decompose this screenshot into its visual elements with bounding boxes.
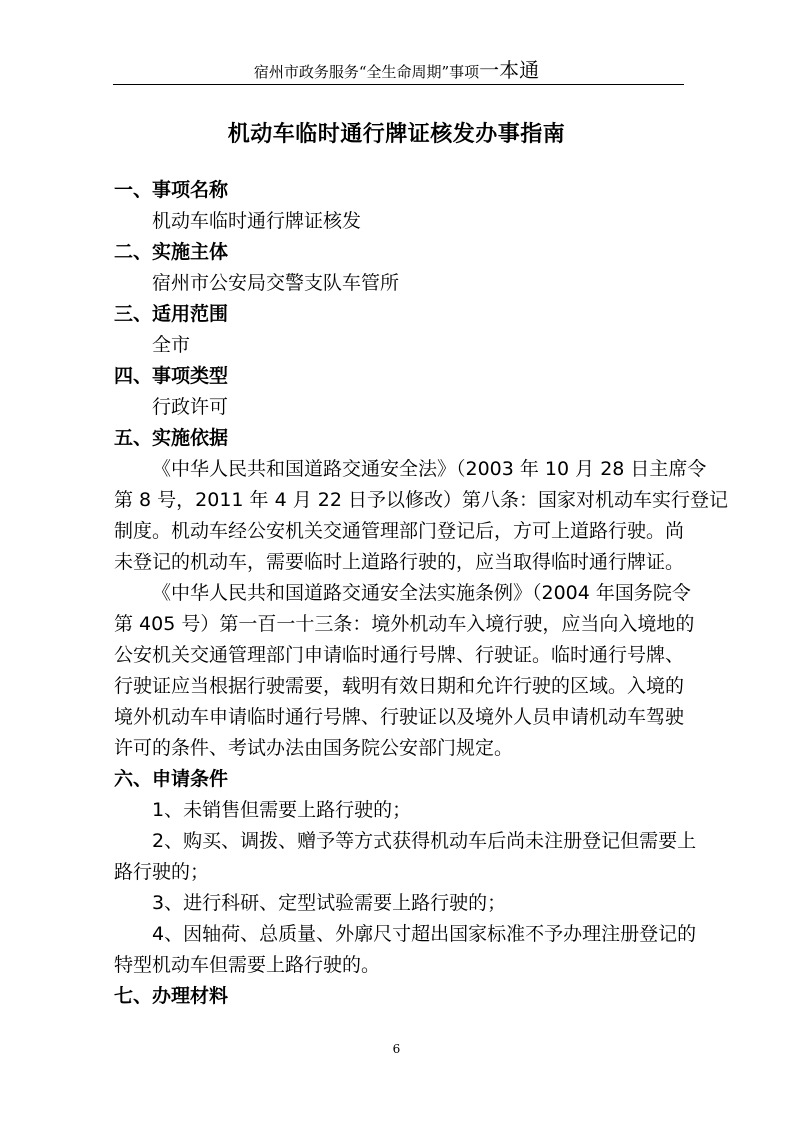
body-line: 未登记的机动车，需要临时上道路行驶的，应当取得临时通行牌证。 <box>114 551 685 573</box>
section-heading: 二、实施主体 <box>114 241 229 263</box>
body-line: 3、进行科研、定型试验需要上路行驶的； <box>152 892 507 914</box>
header-rule <box>113 84 684 85</box>
body-line: 行驶证应当根据行驶需要，载明有效日期和允许行驶的区域。入境的 <box>114 675 685 697</box>
page-number: 6 <box>392 1042 401 1056</box>
body-line: 2、购买、调拨、赠予等方式获得机动车后尚未注册登记但需要上 <box>152 830 697 852</box>
section-heading: 三、适用范围 <box>114 303 229 325</box>
document-title: 机动车临时通行牌证核发办事指南 <box>227 122 566 147</box>
section-heading: 一、事项名称 <box>114 179 229 201</box>
body-line: 1、未销售但需要上路行驶的； <box>152 799 412 821</box>
body-line: 制度。机动车经公安机关交通管理部门登记后，方可上道路行驶。尚 <box>114 520 685 542</box>
section-heading: 六、申请条件 <box>114 768 229 790</box>
body-line: 机动车临时通行牌证核发 <box>152 210 362 232</box>
section-heading: 四、事项类型 <box>114 365 229 387</box>
body-line: 许可的条件、考试办法由国务院公安部门规定。 <box>114 737 514 759</box>
body-line: 第 8 号，2011 年 4 月 22 日予以修改）第八条：国家对机动车实行登记 <box>114 489 728 511</box>
header-text: 宿州市政务服务“全生命周期”事项 <box>253 63 480 81</box>
body-line: 宿州市公安局交警支队车管所 <box>152 272 400 294</box>
body-line: 《中华人民共和国道路交通安全法》（2003 年 10 月 28 日主席令 <box>152 458 707 480</box>
section-heading: 五、实施依据 <box>114 427 229 449</box>
running-header <box>0 60 793 82</box>
body-line: 境外机动车申请临时通行号牌、行驶证以及境外人员申请机动车驾驶 <box>114 706 685 728</box>
section-heading: 七、办理材料 <box>114 985 229 1007</box>
document-body <box>114 175 728 1012</box>
header-text-large: 一本通 <box>479 58 540 82</box>
body-line: 公安机关交通管理部门申请临时通行号牌、行驶证。临时通行号牌、 <box>114 644 685 666</box>
body-line: 《中华人民共和国道路交通安全法实施条例》（2004 年国务院令 <box>152 582 691 604</box>
body-line: 特型机动车但需要上路行驶的。 <box>114 954 381 976</box>
body-line: 行政许可 <box>152 396 229 418</box>
body-line: 4、因轴荷、总质量、外廓尺寸超出国家标准不予办理注册登记的 <box>152 923 697 945</box>
body-line: 路行驶的； <box>114 861 210 883</box>
body-line: 全市 <box>152 334 191 356</box>
body-line: 第 405 号）第一百一十三条：境外机动车入境行驶，应当向入境地的 <box>114 613 695 635</box>
